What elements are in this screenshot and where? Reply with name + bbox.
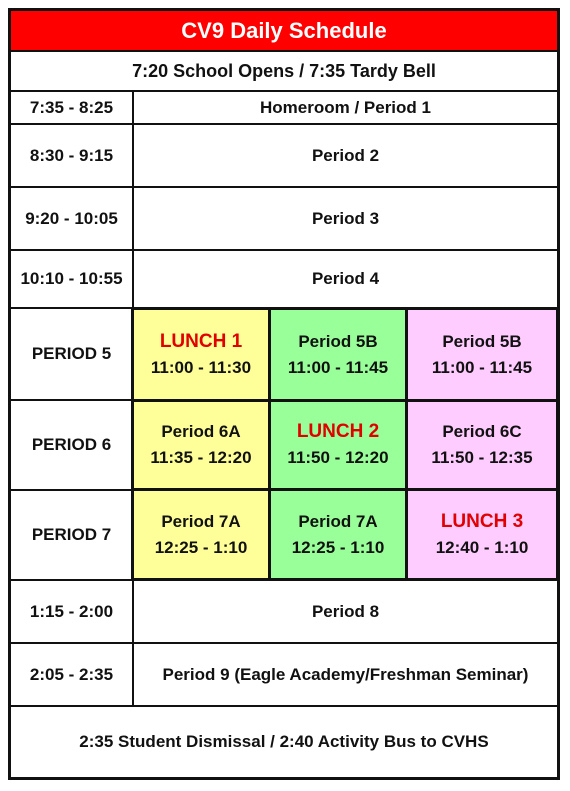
- period-label: PERIOD 5: [11, 309, 134, 399]
- cell-time: 11:50 - 12:35: [431, 448, 533, 467]
- period-label: PERIOD 6: [11, 401, 134, 489]
- period-label: PERIOD 7: [11, 491, 134, 579]
- dismissal-banner: 2:35 Student Dismissal / 2:40 Activity Bus to CVHS: [79, 732, 489, 751]
- cell-name: Period 6A: [161, 422, 241, 441]
- cell-time: 11:35 - 12:20: [150, 448, 252, 467]
- row-label: Period 4: [311, 269, 380, 288]
- class-cell: [271, 491, 408, 578]
- cell-name: LUNCH 2: [296, 421, 380, 442]
- row-time: 9:20 - 10:05: [11, 188, 134, 249]
- class-cell: [134, 491, 271, 578]
- class-cell: [271, 310, 408, 402]
- row-label: Homeroom / Period 1: [260, 97, 431, 117]
- row-time: 7:35 - 8:25: [11, 92, 134, 123]
- cell-time: 11:00 - 11:45: [431, 357, 533, 377]
- schedule-title: CV9 Daily Schedule: [11, 11, 557, 52]
- row-label: Period 2: [311, 145, 380, 165]
- row-label: Period 3: [311, 208, 380, 228]
- class-cell: [408, 310, 556, 402]
- cell-name: LUNCH 1: [159, 330, 243, 352]
- cell-name: Period 6C: [442, 422, 522, 441]
- schedule-row: [11, 644, 557, 707]
- cell-time: 12:25 - 1:10: [291, 537, 385, 557]
- schedule-row: [11, 581, 557, 644]
- schedule-table: [8, 8, 560, 780]
- schedule-row: [11, 125, 557, 188]
- cell-time: 12:25 - 1:10: [154, 537, 248, 557]
- cell-name: Period 5B: [298, 331, 378, 351]
- lunch-cell: [271, 402, 408, 491]
- lunch-grid: [131, 307, 559, 581]
- cell-name: Period 7A: [161, 511, 241, 531]
- row-label: Period 8: [311, 601, 380, 621]
- schedule-row: [11, 188, 557, 251]
- cell-time: 12:40 - 1:10: [435, 537, 529, 557]
- lunch-cell: [134, 310, 271, 402]
- class-cell: [134, 402, 271, 491]
- schedule-row: [11, 92, 557, 125]
- cell-time: 11:50 - 12:20: [287, 448, 389, 467]
- row-time: 1:15 - 2:00: [11, 581, 134, 642]
- class-cell: [408, 402, 556, 491]
- cell-name: Period 7A: [298, 511, 378, 531]
- cell-name: LUNCH 3: [440, 510, 524, 532]
- row-time: 10:10 - 10:55: [11, 251, 134, 307]
- lunch-cell: [408, 491, 556, 578]
- row-time: 2:05 - 2:35: [11, 644, 134, 705]
- schedule-row: [11, 251, 557, 309]
- cell-time: 11:00 - 11:30: [150, 357, 252, 377]
- cell-name: Period 5B: [442, 331, 522, 351]
- row-time: 8:30 - 9:15: [11, 125, 134, 186]
- school-opens-banner: 7:20 School Opens / 7:35 Tardy Bell: [11, 52, 557, 92]
- row-label: Period 9 (Eagle Academy/Freshman Seminar): [162, 664, 529, 684]
- cell-time: 11:00 - 11:45: [287, 357, 389, 377]
